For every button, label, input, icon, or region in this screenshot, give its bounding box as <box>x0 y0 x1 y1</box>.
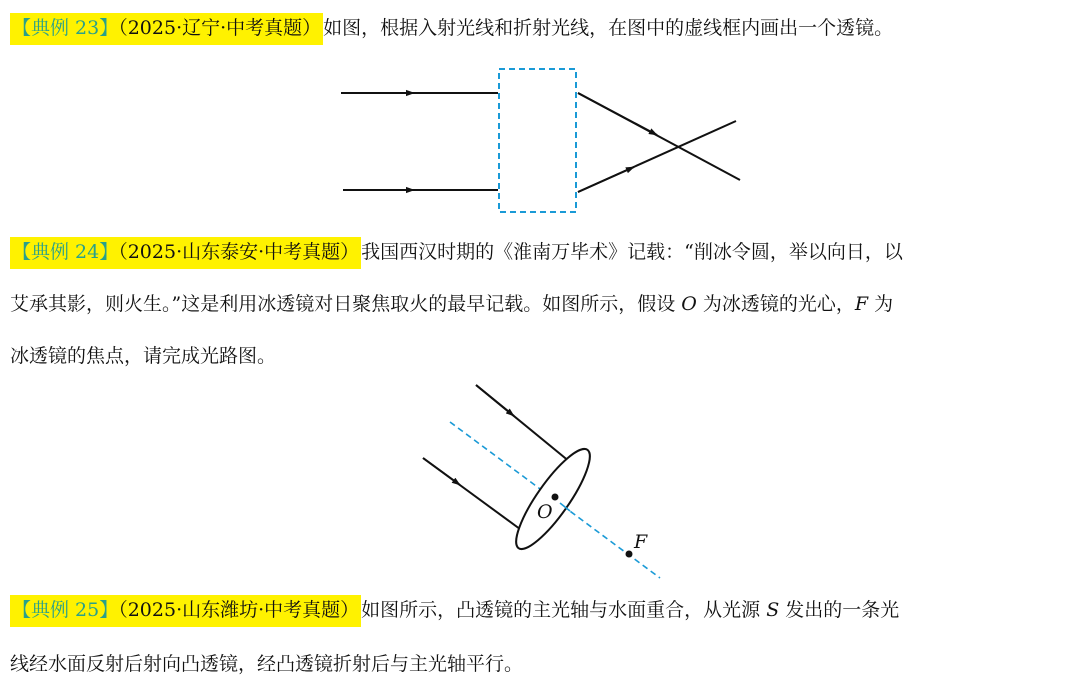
figure-24 <box>423 385 660 578</box>
fig23-refracted-ray-2-arrow <box>578 167 634 192</box>
example-24-line2-a: 艾承其影，则火生。”这是利用冰透镜对日聚焦取火的最早记载。如图所示，假设 <box>10 293 676 315</box>
example-25-line2-text: 线经水面反射后射向凸透镜，经凸透镜折射后与主光轴平行。 <box>10 653 524 675</box>
fig23-refracted-ray-1-arrow <box>578 93 657 135</box>
example-25-line1-a: 如图所示，凸透镜的主光轴与水面重合，从光源 <box>361 599 761 621</box>
example-25-line1-b: 发出的一条光 <box>785 599 900 621</box>
example-24-var-f: F <box>854 293 869 315</box>
example-23-source: （2025·辽宁·中考真题） <box>118 17 322 39</box>
figure-23 <box>341 69 740 212</box>
example-23-tag: 【典例 23】 <box>12 17 119 39</box>
fig24-focus-dot <box>626 551 633 558</box>
fig24-label-f: F <box>634 531 648 553</box>
example-23-text: 如图，根据入射光线和折射光线，在图中的虚线框内画出一个透镜。 <box>323 17 894 39</box>
example-24-line2-b: 为冰透镜的光心， <box>702 293 855 315</box>
example-24-var-o: O <box>681 293 697 315</box>
example-25-source: （2025·山东潍坊·中考真题） <box>118 599 360 621</box>
fig24-optical-center-dot <box>552 494 559 501</box>
fig24-ray-top-arrow <box>476 385 514 416</box>
example-25-tag: 【典例 25】 <box>12 599 119 621</box>
fig24-ray-bottom-arrow <box>423 458 460 485</box>
example-25-var-s: S <box>766 599 780 621</box>
fig24-label-o: O <box>537 501 553 523</box>
example-24-line3-text: 冰透镜的焦点，请完成光路图。 <box>10 345 277 367</box>
example-24-source: （2025·山东泰安·中考真题） <box>118 241 360 263</box>
example-24-line1: 我国西汉时期的《淮南万毕术》记载：“削冰令圆，举以向日，以 <box>361 241 903 263</box>
example-24-tag: 【典例 24】 <box>12 241 119 263</box>
example-24-line2-c: 为 <box>874 293 894 315</box>
fig23-dashed-box <box>499 69 576 212</box>
